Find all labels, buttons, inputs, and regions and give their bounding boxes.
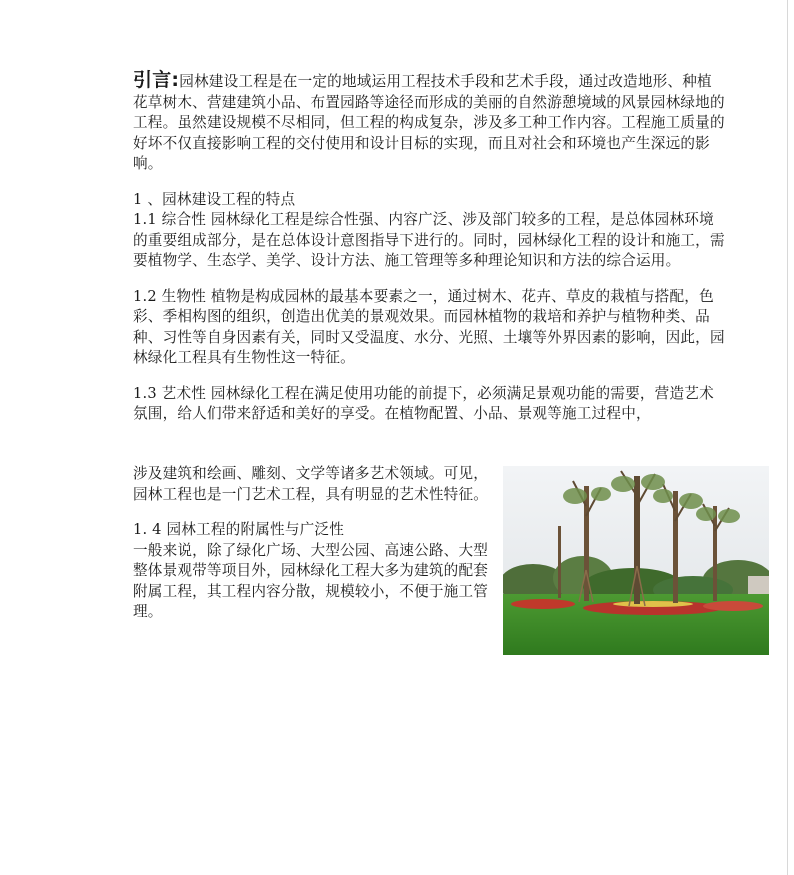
- section-1-block: [133, 190, 725, 272]
- section-1-3-lead: [133, 384, 725, 425]
- intro-text: 园林建设工程是在一定的地域运用工程技术手段和艺术手段，通过改造地形、种植花草树木、营建建筑小品、布置园路等途径而形成的美丽的自然游憩境域的风景园林绿地的工程。虽然建设规模不尽相同，但工程的构成复杂，涉及多工种工作内容。工程施工质量的好坏不仅直接影响工程的交付使用和设计目标的实现，而且对社会和环境也产生深远的影响。: [133, 73, 725, 172]
- section-1-2-paragraph: 1.2 生物性 植物是构成园林的最基本要素之一，通过树木、花卉、草皮的栽植与搭配，色彩、季相构图的组织，创造出优美的景观效果。而园林植物的栽培和养护与植物种类、品种、习性等自身因素有关，同时又受温度、水分、光照、土壤等外界因素的影响，因此，园林绿化工程具有生物性这一特征。: [133, 287, 725, 366]
- park-photo: [503, 466, 769, 655]
- park-photo-image: [503, 466, 769, 655]
- section-1-1-paragraph: 1.1 综合性 园林绿化工程是综合性强、内容广泛、涉及部门较多的工程，是总体园林环境的重要组成部分，是在总体设计意图指导下进行的。同时，园林绿化工程的设计和施工，需要植物学、生态学、美学、设计方法、施工管理等多种理论知识和方法的综合运用。: [133, 211, 725, 269]
- section-1-3-paragraph: 1.3 艺术性 园林绿化工程在满足使用功能的前提下，必须满足景观功能的需要，营造艺术氛围，给人们带来舒适和美好的享受。在植物配置、小品、景观等施工过程中，: [133, 384, 714, 422]
- wrapped-text-column: [133, 464, 493, 623]
- section-1-4-heading: 1. 4 园林工程的附属性与广泛性: [133, 521, 345, 538]
- page-edge-rule: [787, 0, 788, 875]
- intro-colon: :: [171, 69, 180, 91]
- section-1-3-continuation: 涉及建筑和绘画、雕刻、文学等诸多艺术领域。可见，园林工程也是一门艺术工程，具有明显的艺术性特征。: [133, 465, 489, 503]
- section-1-3-and-1-4-block: [133, 384, 725, 425]
- intro-paragraph: [133, 70, 725, 175]
- document-body: [133, 70, 725, 425]
- intro-label: 引言: [133, 69, 172, 91]
- section-1-4-paragraph: 一般来说，除了绿化广场、大型公园、高速公路、大型整体景观带等项目外，园林绿化工程大多为建筑的配套附属工程，其工程内容分散，规模较小，不便于施工管理。: [133, 541, 489, 620]
- section-1-heading: 1 、园林建设工程的特点: [133, 190, 296, 208]
